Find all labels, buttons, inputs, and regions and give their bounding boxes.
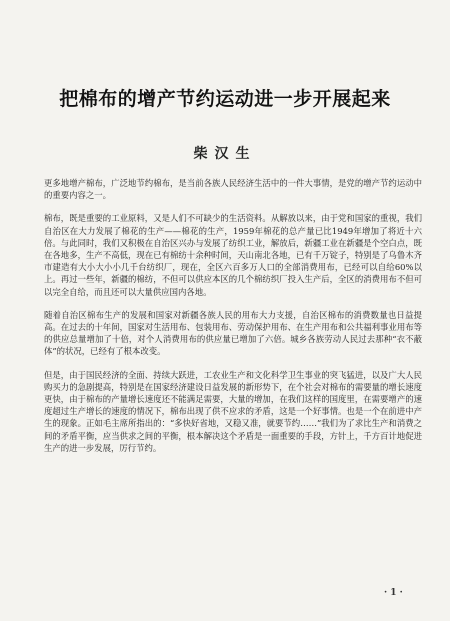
- paragraph-3: 随着自治区棉布生产的发展和国家对新疆各族人民的用布大力支援，自治区棉布的消费数量也日益提高。在过去的十年间，国家对生活用布、包装用布、劳动保护用布、在生产用布和公共福利事业用布等的供应总量增加了十倍，对个人消费用布的供应量已增加了六倍。城乡各族劳动人民过去那种“衣不蔽体”的状况，已经有了根本改变。: [44, 309, 422, 357]
- article-body: [44, 177, 422, 465]
- paragraph-2: 棉布，既是重要的工业原料，又是人们不可缺少的生活资料。从解放以来，由于党和国家的重视，我们自治区在大力发展了棉花的生产——棉花的生产，1959年棉花的总产量已比1949年增加了将近十六倍。与此同时，我们又积极在自治区兴办与发展了纺织工业，解放后，新疆工业在新疆是个空白点，既在各地多，生产不高低，现在已有棉纺十余种时间，天山南北各地，已有千万锭子，特别是了乌鲁木齐市建造有大小大小小几千台纺织厂，现在，全区六百多万人口的全部消费用布，已经可以自给60%以上。再过一些年，新疆的棉纺，不但可以供应本区的几个棉纺织厂投入生产后，全区的消费用布不但可以完全自给，而且还可以大量供应国内各地。: [44, 213, 422, 297]
- article-title: 把棉布的增产节约运动进一步开展起来: [59, 88, 391, 110]
- paragraph-4: 但是，由于国民经济的全面、持续大跃进，工农业生产和文化科学卫生事业的突飞猛进，以及广大人民购买力的急剧提高，特别是在国家经济建设日益发展的新形势下，在个社会对棉布的需要量的增长速度更快，由于棉布的产量增长速度还不能满足需要，大量的增加，在我们这样的国度里，在需要增产的速度超过生产增长的速度的情况下，棉布出现了供不应求的矛盾，这是一个好事情。也是一个在前进中产生的现象。正如毛主席所指出的：“多快好省地，又稳又准，就要节约……”我们为了求比生产和消费之间的矛盾平衡，应当供求之间的平衡，根本解决这个矛盾是一面重要的手段，方针上，千方百计地促进生产的进一步发展，厉行节约。: [44, 369, 422, 453]
- paragraph-1: 更多地增产棉布，广泛地节约棉布，是当前各族人民经济生活中的一件大事情，是党的增产节约运动中的重要内容之一。: [44, 178, 422, 201]
- page-number: · 1 ·: [384, 588, 403, 598]
- article-author: 柴汉生: [193, 146, 257, 162]
